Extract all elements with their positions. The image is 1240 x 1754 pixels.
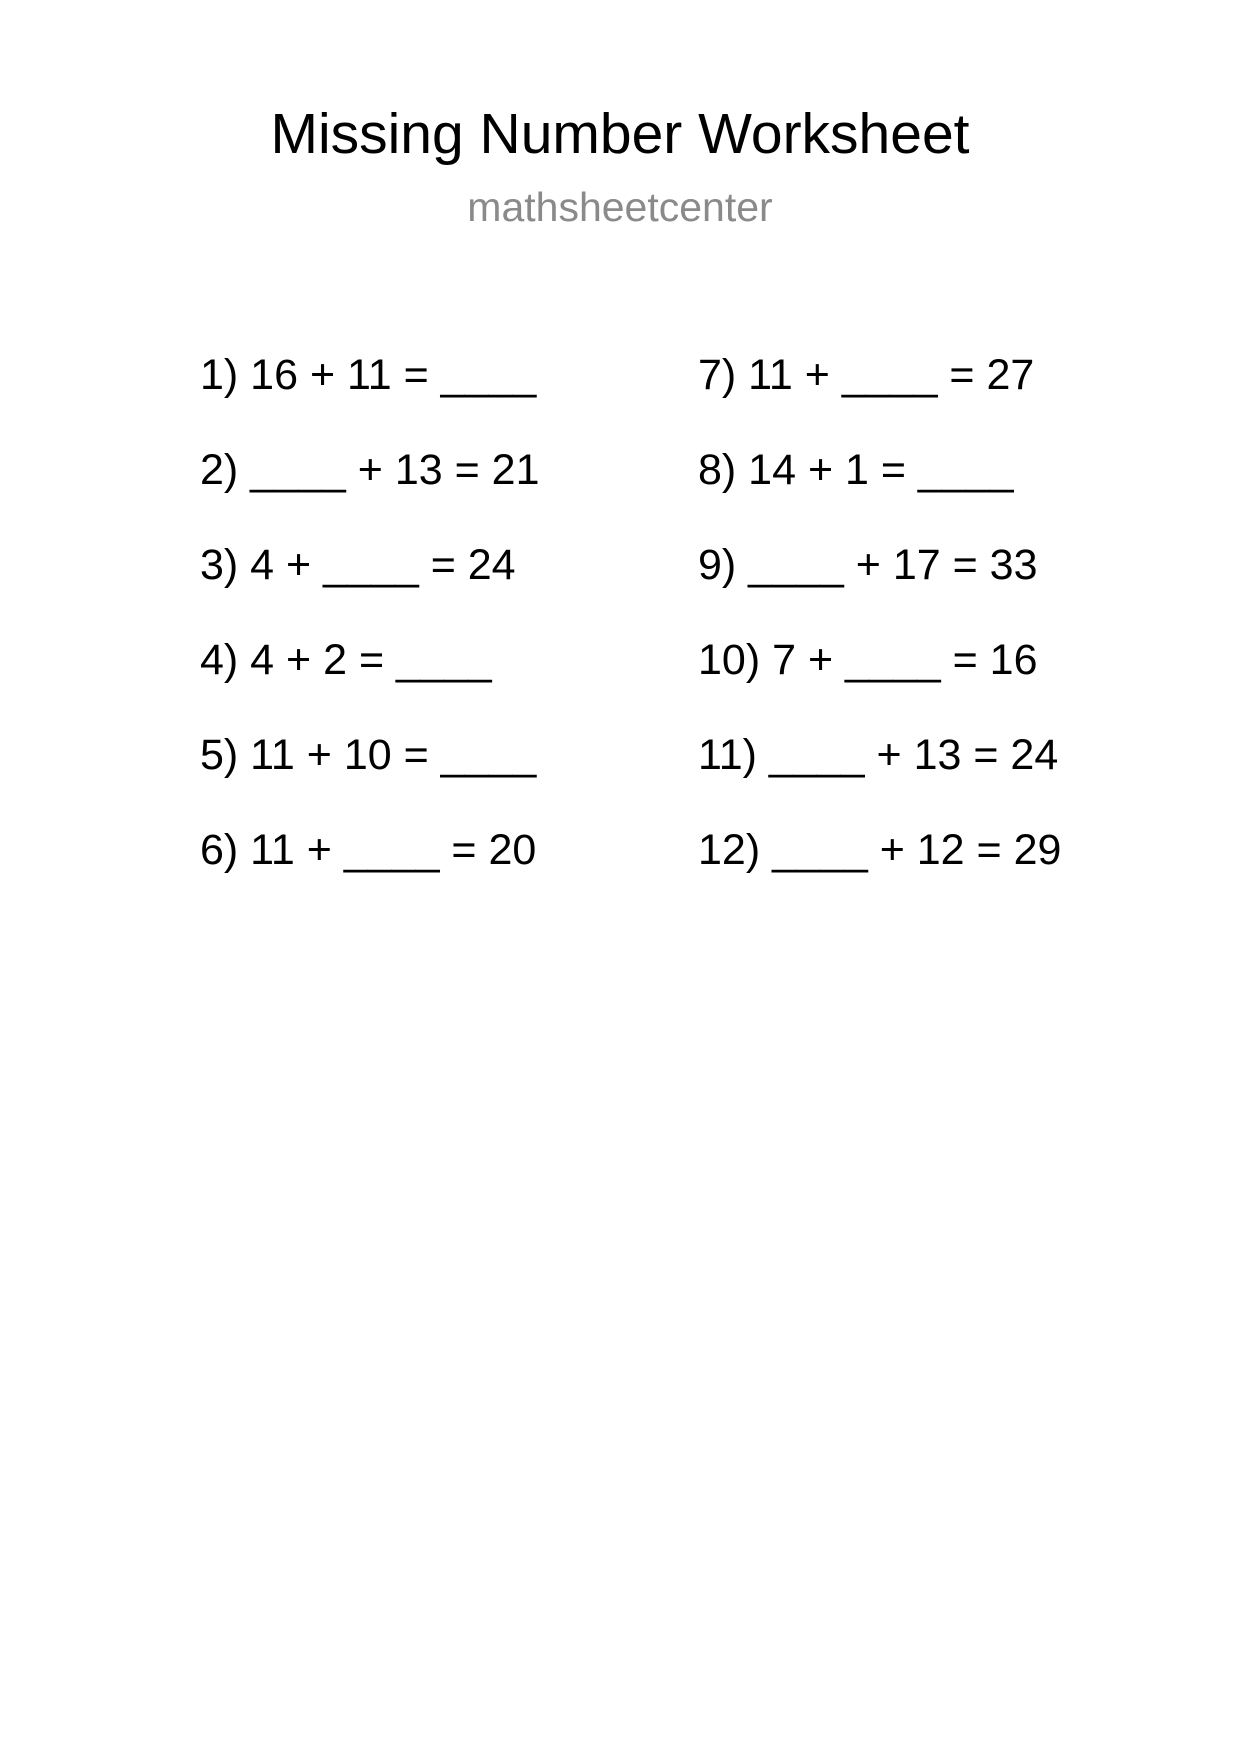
problem-4: 4) 4 + 2 = ____	[200, 636, 492, 684]
worksheet-subtitle: mathsheetcenter	[467, 184, 773, 230]
problem-2: 2) ____ + 13 = 21	[200, 446, 540, 494]
problem-5: 5) 11 + 10 = ____	[200, 731, 537, 779]
worksheet-title: Missing Number Worksheet	[270, 102, 970, 166]
problem-9: 9) ____ + 17 = 33	[698, 541, 1038, 589]
problem-11: 11) ____ + 13 = 24	[698, 731, 1059, 779]
problem-column-left	[200, 345, 540, 915]
problem-1: 1) 16 + 11 = ____	[200, 351, 537, 399]
problem-6: 6) 11 + ____ = 20	[200, 826, 537, 874]
problem-3: 3) 4 + ____ = 24	[200, 541, 516, 589]
problem-column-right	[698, 345, 1061, 915]
problem-8: 8) 14 + 1 = ____	[698, 446, 1014, 494]
problem-12: 12) ____ + 12 = 29	[698, 826, 1062, 874]
problem-10: 10) 7 + ____ = 16	[698, 636, 1038, 684]
problem-7: 7) 11 + ____ = 27	[698, 351, 1035, 399]
